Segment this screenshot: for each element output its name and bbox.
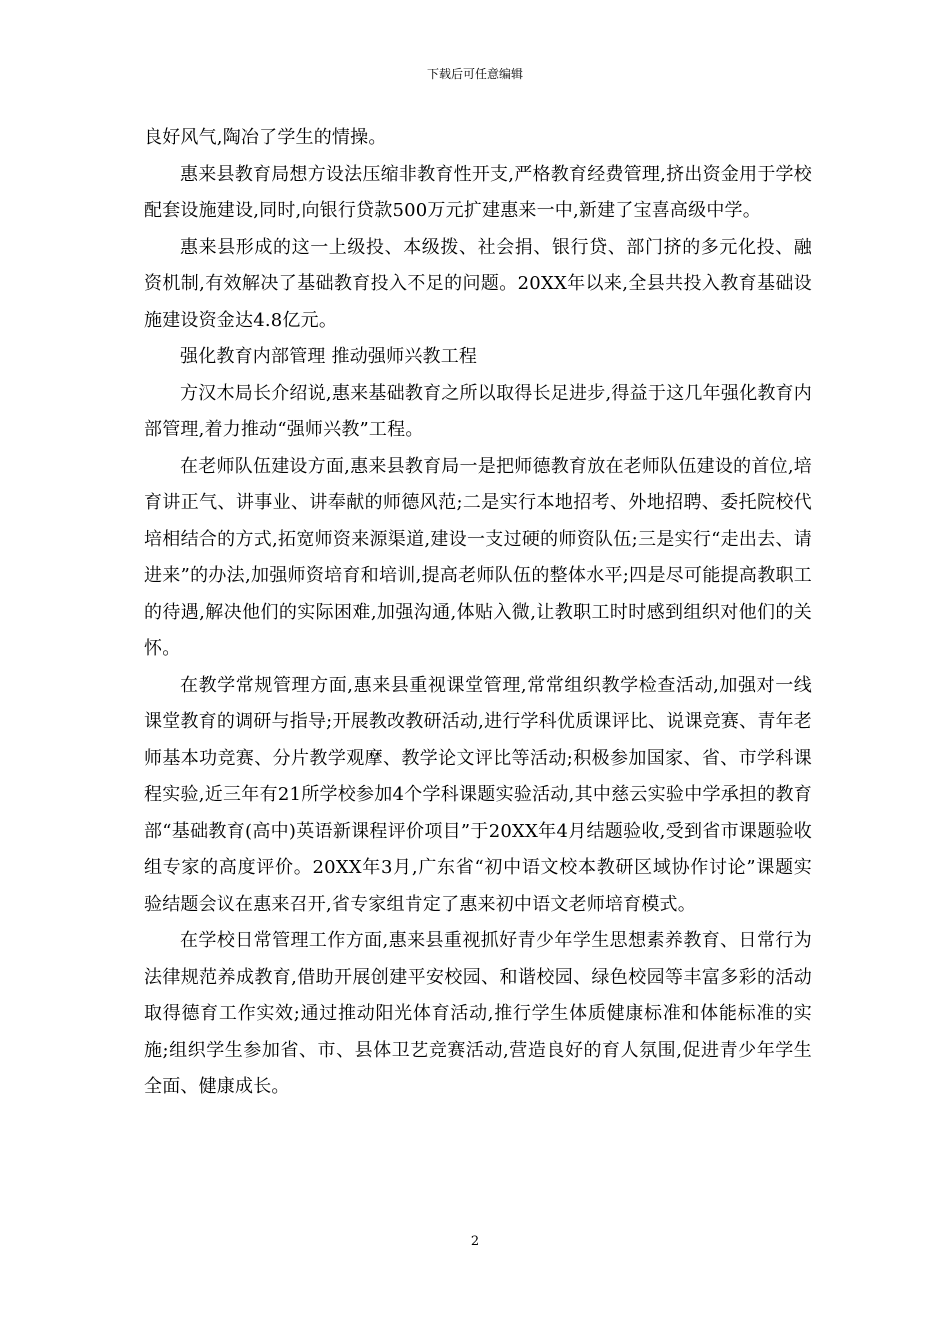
document-body: [144, 120, 812, 1106]
paragraph-4: 方汉木局长介绍说,惠来基础教育之所以取得长足进步,得益于这几年强化教育内部管理,着力推动“强师兴教”工程。: [144, 382, 812, 440]
page-header: 下载后可任意编辑: [426, 67, 523, 81]
paragraph-3: 惠来县形成的这一上级投、本级拨、社会捐、银行贷、部门挤的多元化投、融资机制,有效解决了基础教育投入不足的问题。20XX年以来,全县共投入教育基础设施建设资金达4.8亿元。: [144, 236, 812, 331]
page-number: 2: [470, 1234, 480, 1249]
paragraph-2: 惠来县教育局想方设法压缩非教育性开支,严格教育经费管理,挤出资金用于学校配套设施建设,同时,向银行贷款500万元扩建惠来一中,新建了宝喜高级中学。: [144, 163, 812, 221]
paragraph-7: 在学校日常管理工作方面,惠来县重视抓好青少年学生思想素养教育、日常行为法律规范养成教育,借助开展创建平安校园、和谐校园、绿色校园等丰富多彩的活动取得德育工作实效;通过推动阳光体育活动,推行学生体质健康标准和体能标准的实施;组织学生参加省、市、县体卫艺竞赛活动,营造良好的育人氛围,促进青少年学生全面、健康成长。: [144, 930, 812, 1097]
paragraph-6: 在教学常规管理方面,惠来县重视课堂管理,常常组织教学检查活动,加强对一线课堂教育的调研与指导;开展教改教研活动,进行学科优质课评比、说课竞赛、青年老师基本功竞赛、分片教学观摩、教学论文评比等活动;积极参加国家、省、市学科课程实验,近三年有21所学校参加4个学科课题实验活动,其中慈云实验中学承担的教育部“基础教育(高中)英语新课程评价项目”于20XX年4月结题验收,受到省市课题验收组专家的高度评价。20XX年3月,广东省“初中语文校本教研区域协作讨论”课题实验结题会议在惠来召开,省专家组肯定了惠来初中语文老师培育模式。: [144, 674, 812, 915]
paragraph-1: 良好风气,陶冶了学生的情操。: [144, 127, 387, 148]
paragraph-5: 在老师队伍建设方面,惠来县教育局一是把师德教育放在老师队伍建设的首位,培育讲正气、讲事业、讲奉献的师德风范;二是实行本地招考、外地招聘、委托院校代培相结合的方式,拓宽师资来源渠道,建设一支过硬的师资队伍;三是实行“走出去、请进来”的办法,加强师资培育和培训,提高老师队伍的整体水平;四是尽可能提高教职工的待遇,解决他们的实际困难,加强沟通,体贴入微,让教职工时时感到组织对他们的关怀。: [144, 455, 812, 659]
section-heading: 强化教育内部管理 推动强师兴教工程: [180, 346, 478, 367]
